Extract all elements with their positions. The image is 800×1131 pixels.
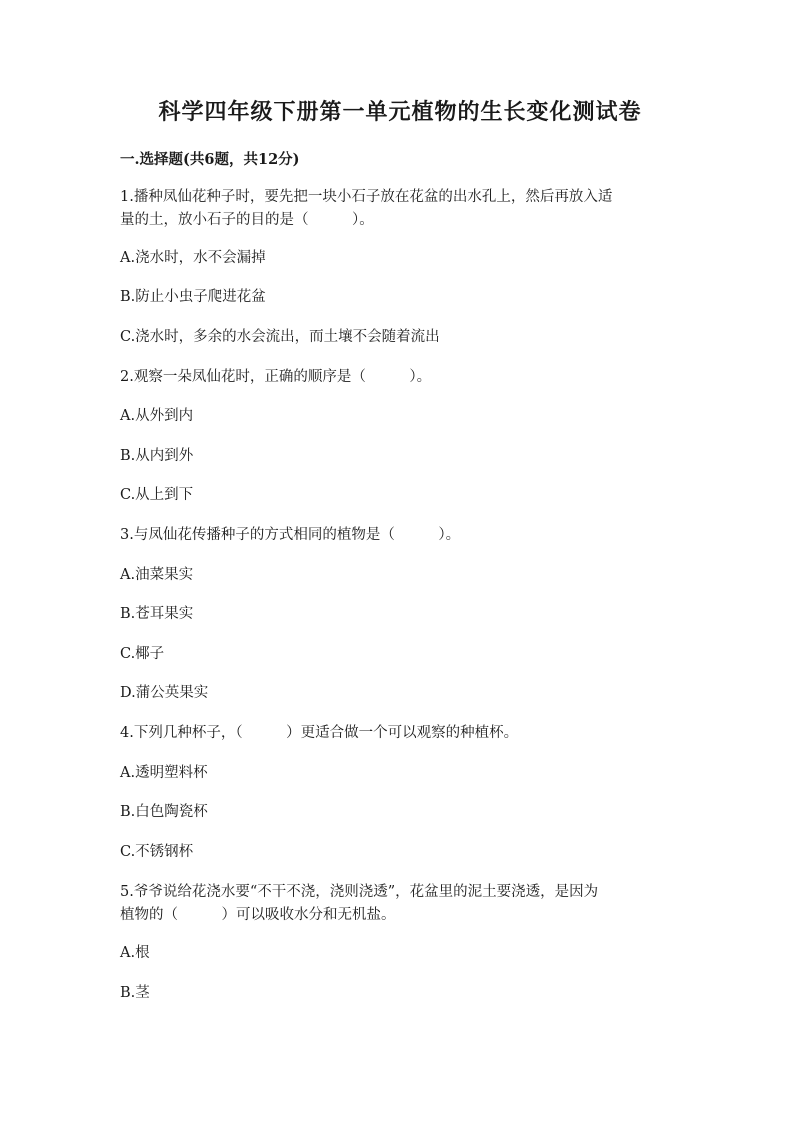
- question-3-option-d: D.蒲公英果实: [120, 685, 209, 701]
- question-2-option-c: C.从上到下: [120, 487, 194, 503]
- question-1-option-a: A.浇水时，水不会漏掉: [120, 250, 266, 266]
- question-2-option-b: B.从内到外: [120, 448, 194, 464]
- question-3-option-b: B.苍耳果实: [120, 606, 194, 622]
- question-4-option-c: C.不锈钢杯: [120, 844, 194, 860]
- question-4-stem: 4.下列几种杯子，（ ）更适合做一个可以观察的种植杯。: [120, 725, 519, 741]
- question-1-stem-line2: 量的土，放小石子的目的是（ ）。: [120, 212, 374, 228]
- question-1-stem-line1: 1.播种凤仙花种子时，要先把一块小石子放在花盆的出水孔上，然后再放入适: [120, 189, 613, 205]
- question-3-stem: 3.与凤仙花传播种子的方式相同的植物是（ ）。: [120, 527, 461, 543]
- question-5-stem-line2: 植物的（ ）可以吸收水分和无机盐。: [120, 907, 396, 923]
- question-3-option-c: C.椰子: [120, 646, 165, 662]
- question-5-option-a: A.根: [120, 945, 150, 961]
- question-5-option-b: B.茎: [120, 985, 150, 1001]
- section-header: 一.选择题(共6题，共12分): [120, 151, 300, 168]
- page-title: 科学四年级下册第一单元植物的生长变化测试卷: [158, 99, 642, 125]
- question-5-stem-line1: 5.爷爷说给花浇水要“不干不浇，浇则浇透”，花盆里的泥土要浇透，是因为: [120, 884, 599, 900]
- question-1-option-c: C.浇水时，多余的水会流出，而土壤不会随着流出: [120, 329, 440, 345]
- question-1-option-b: B.防止小虫子爬进花盆: [120, 289, 266, 305]
- question-4-option-a: A.透明塑料杯: [120, 765, 208, 781]
- question-2-stem: 2.观察一朵凤仙花时，正确的顺序是（ ）。: [120, 369, 432, 385]
- question-3-option-a: A.油菜果实: [120, 567, 194, 583]
- question-4-option-b: B.白色陶瓷杯: [120, 804, 208, 820]
- question-2-option-a: A.从外到内: [120, 408, 194, 424]
